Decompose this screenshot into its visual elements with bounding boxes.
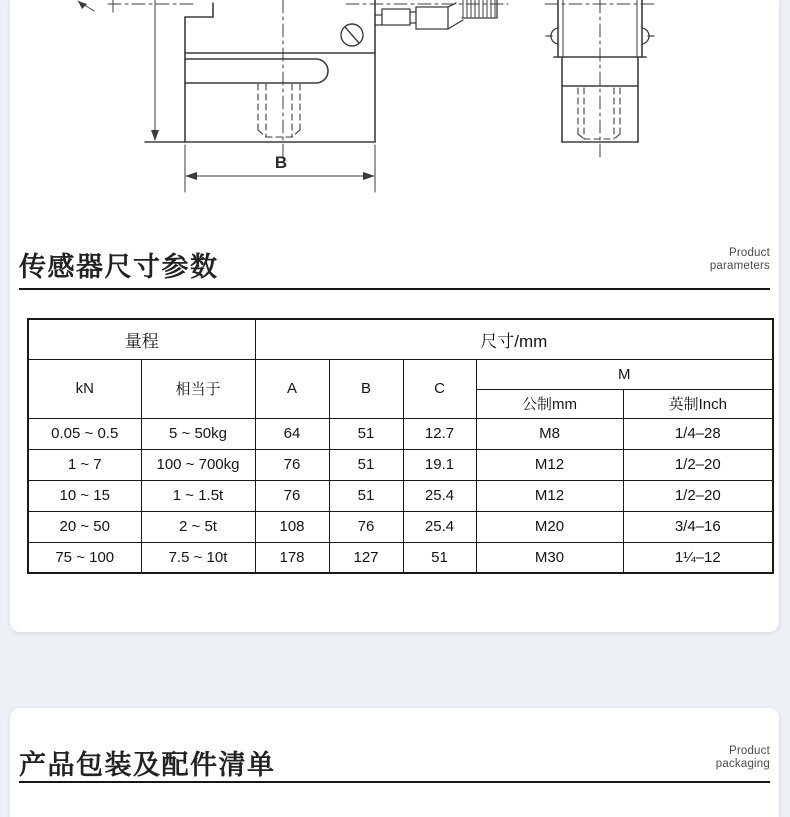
cell-b: 76 xyxy=(329,511,403,542)
dimension-b xyxy=(185,145,375,192)
cell-b: 51 xyxy=(329,480,403,511)
section-title-dimensions: 传感器尺寸参数 xyxy=(19,252,219,282)
cell-kn: 1 ~ 7 xyxy=(28,449,141,480)
cell-c: 25.4 xyxy=(403,480,476,511)
header-c: C xyxy=(403,359,476,418)
header-metric: 公制mm xyxy=(476,389,623,418)
cell-imperial: 1/2–20 xyxy=(623,449,773,480)
cell-c: 19.1 xyxy=(403,449,476,480)
section-title-packaging: 产品包装及配件清单 xyxy=(19,750,276,780)
side-view xyxy=(546,0,654,157)
header-m-group: M xyxy=(476,359,773,389)
content-card-dimensions xyxy=(10,0,779,632)
header-b: B xyxy=(329,359,403,418)
front-view xyxy=(78,0,658,192)
section-divider xyxy=(19,781,770,783)
cell-equivalent: 1 ~ 1.5t xyxy=(141,480,255,511)
header-kn: kN xyxy=(28,359,141,418)
cell-b: 51 xyxy=(329,449,403,480)
header-size-group: 尺寸/mm xyxy=(255,319,773,359)
header-imperial: 英制Inch xyxy=(623,389,773,418)
dimension-label-b: B xyxy=(274,153,288,172)
section-divider xyxy=(19,288,770,290)
cell-c: 51 xyxy=(403,542,476,573)
cell-a: 64 xyxy=(255,418,329,449)
table-row xyxy=(28,511,773,542)
cell-equivalent: 5 ~ 50kg xyxy=(141,418,255,449)
load-cell-technical-drawing xyxy=(10,0,779,198)
cell-kn: 75 ~ 100 xyxy=(28,542,141,573)
cell-metric: M12 xyxy=(476,449,623,480)
cell-equivalent: 100 ~ 700kg xyxy=(141,449,255,480)
header-equivalent: 相当于 xyxy=(141,359,255,418)
cell-kn: 10 ~ 15 xyxy=(28,480,141,511)
table-row xyxy=(28,449,773,480)
header-a: A xyxy=(255,359,329,418)
cell-a: 108 xyxy=(255,511,329,542)
cell-b: 127 xyxy=(329,542,403,573)
cell-a: 76 xyxy=(255,480,329,511)
section-subtitle-packaging: Product packaging xyxy=(715,745,770,770)
cell-imperial: 1¼–12 xyxy=(623,542,773,573)
cell-c: 12.7 xyxy=(403,418,476,449)
cell-a: 178 xyxy=(255,542,329,573)
cell-kn: 20 ~ 50 xyxy=(28,511,141,542)
dimension-spec-table xyxy=(27,318,774,574)
cell-imperial: 1/4–28 xyxy=(623,418,773,449)
cell-equivalent: 7.5 ~ 10t xyxy=(141,542,255,573)
cell-imperial: 3/4–16 xyxy=(623,511,773,542)
header-range-group: 量程 xyxy=(28,319,255,359)
table-row xyxy=(28,480,773,511)
cell-kn: 0.05 ~ 0.5 xyxy=(28,418,141,449)
cell-imperial: 1/2–20 xyxy=(623,480,773,511)
cell-c: 25.4 xyxy=(403,511,476,542)
table-row xyxy=(28,418,773,449)
cell-metric: M8 xyxy=(476,418,623,449)
section-subtitle-dimensions: Product parameters xyxy=(709,247,770,272)
cell-metric: M20 xyxy=(476,511,623,542)
cell-metric: M30 xyxy=(476,542,623,573)
table-row xyxy=(28,542,773,573)
cell-a: 76 xyxy=(255,449,329,480)
cell-b: 51 xyxy=(329,418,403,449)
cell-equivalent: 2 ~ 5t xyxy=(141,511,255,542)
cell-metric: M12 xyxy=(476,480,623,511)
content-card-packaging xyxy=(10,708,779,817)
